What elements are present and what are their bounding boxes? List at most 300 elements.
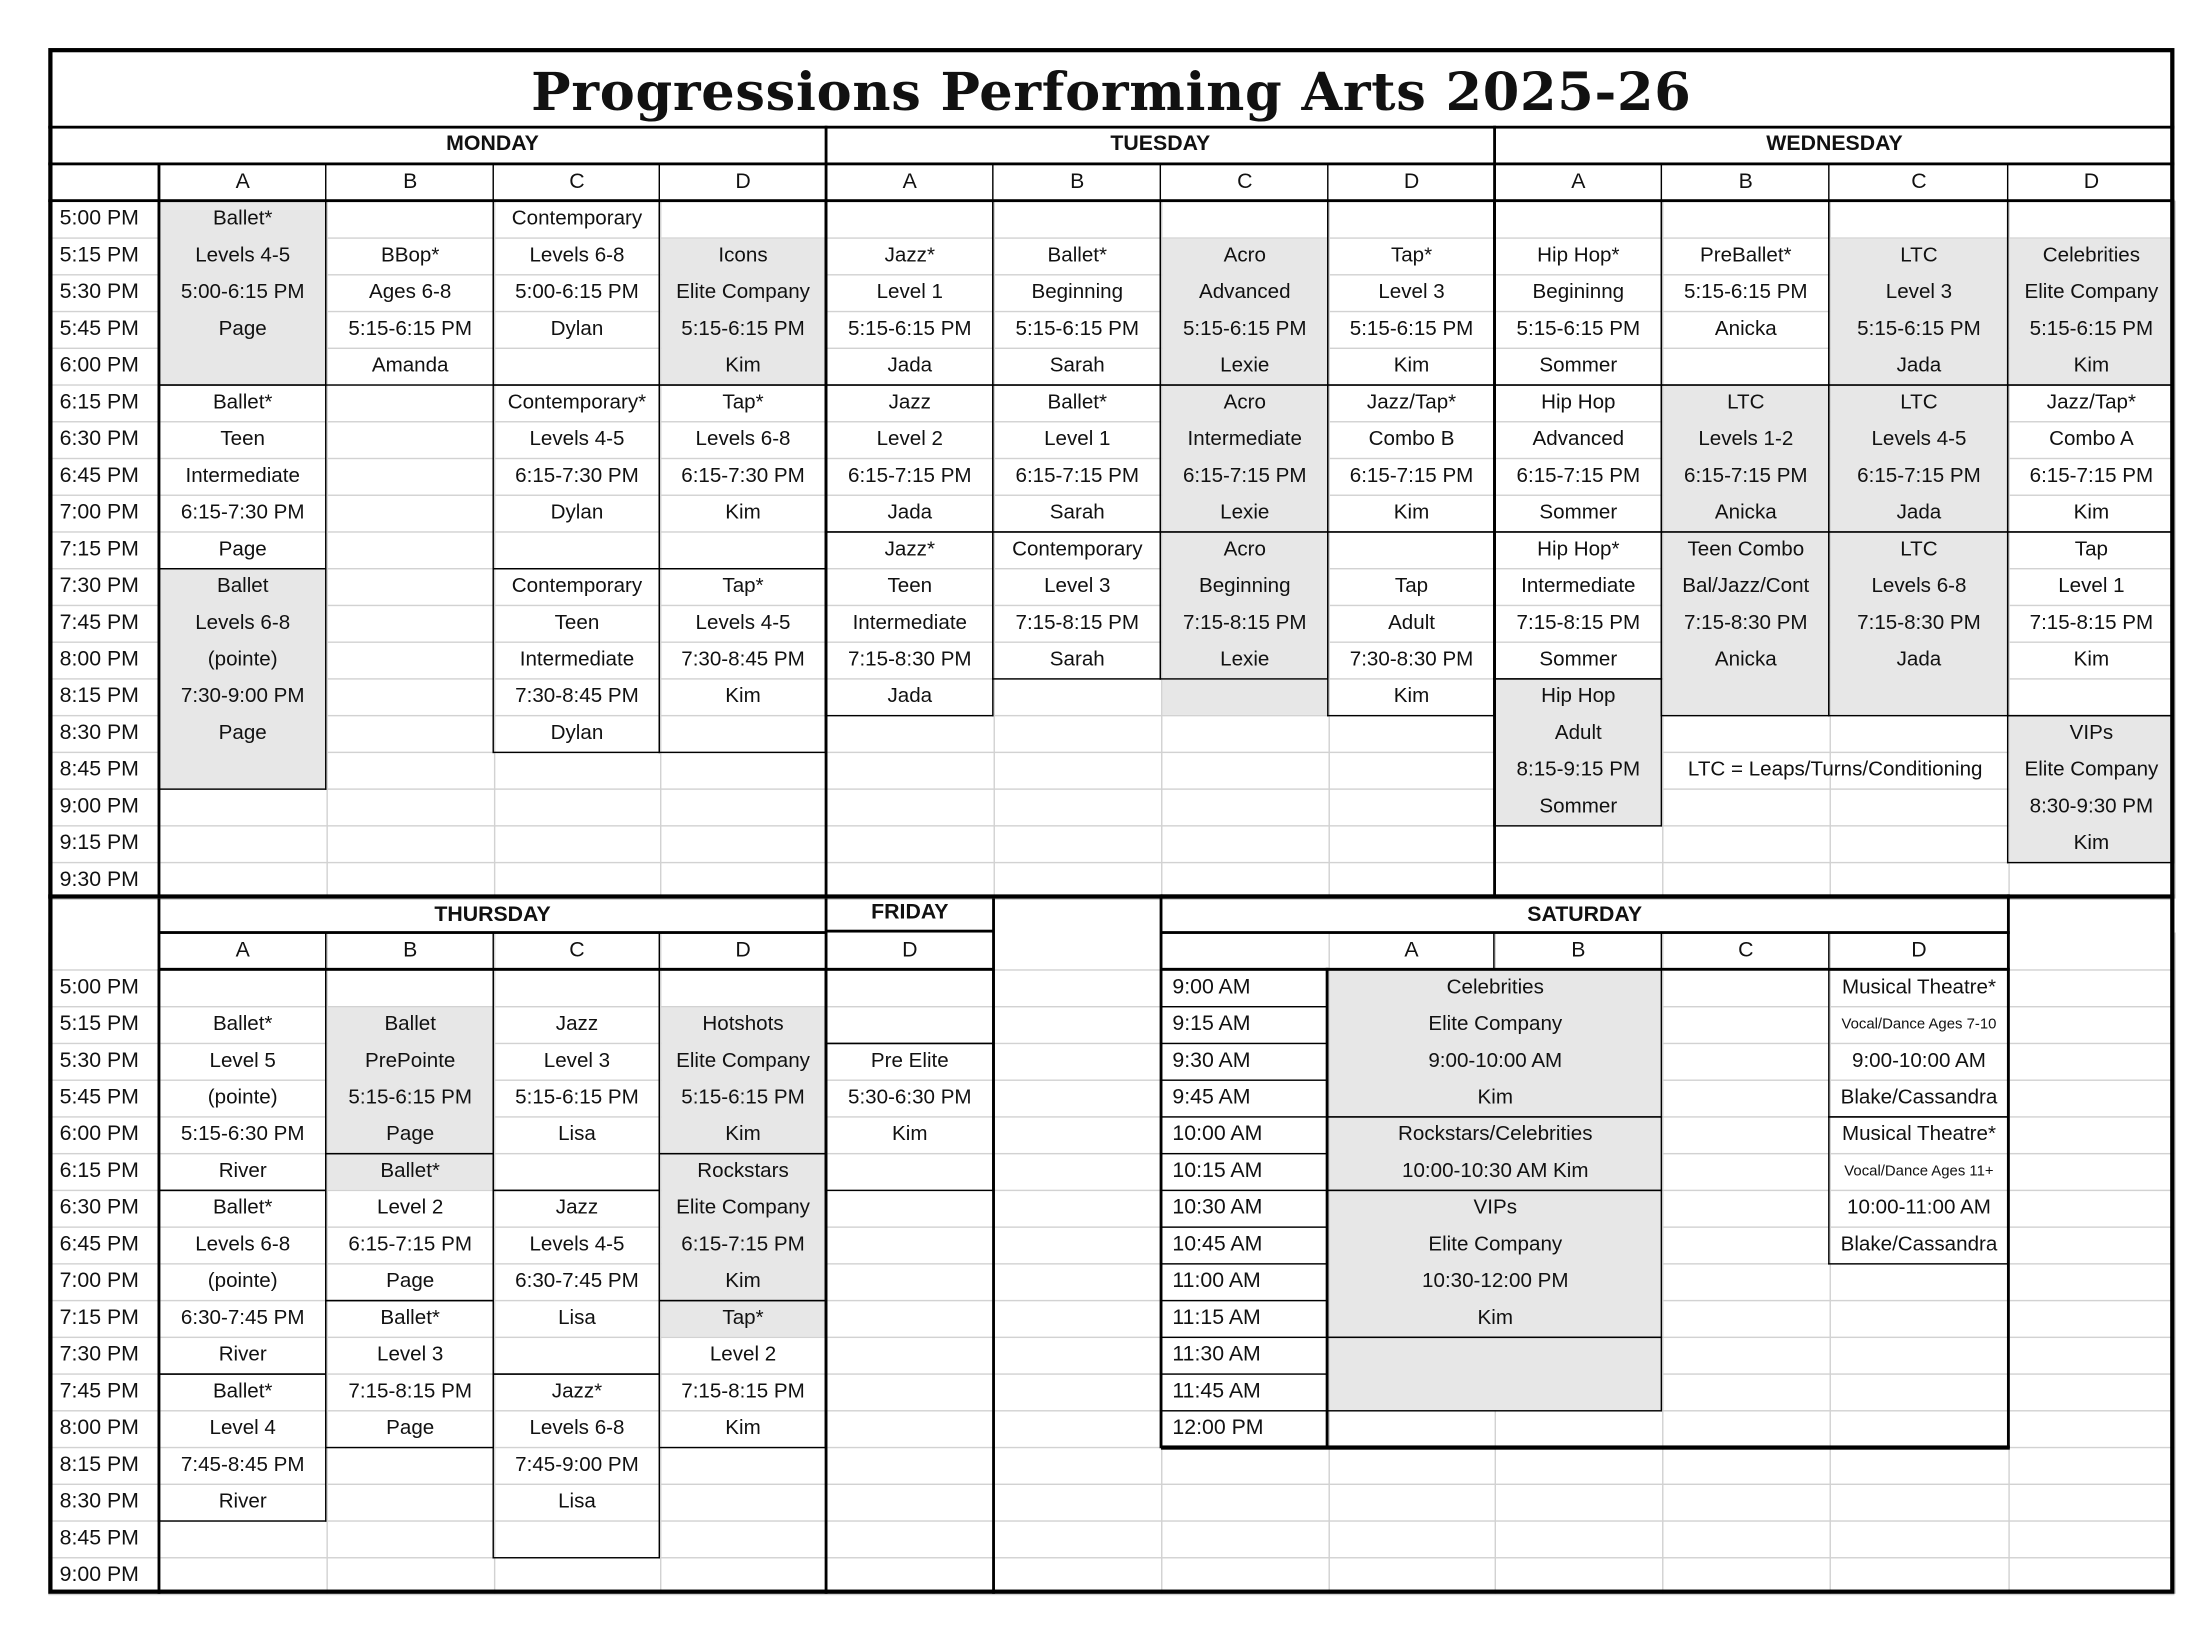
class-cell: Teen [887, 575, 933, 598]
class-cell: Dylan [550, 501, 604, 525]
time-label: 5:30 PM [59, 279, 139, 304]
class-cell: Levels 6-8 [529, 244, 625, 268]
class-cell: Jada [887, 685, 933, 708]
time-label: 8:30 PM [59, 720, 139, 745]
room-header: B [1070, 169, 1085, 194]
class-cell: 7:15-8:15 PM [2029, 611, 2154, 635]
class-cell: Kim [1393, 685, 1430, 708]
class-cell: Jada [1896, 648, 1942, 672]
class-cell: Anicka [1714, 501, 1777, 525]
class-cell: Celebrities [1446, 976, 1544, 999]
class-cell: Level 3 [1885, 281, 1953, 304]
class-cell: Levels 4-5 [529, 428, 625, 451]
time-label: 6:30 PM [59, 1195, 139, 1220]
room-header: A [235, 938, 250, 963]
room-header: B [1571, 938, 1586, 963]
class-cell: Lexie [1220, 648, 1270, 672]
class-cell: Jazz* [884, 538, 935, 561]
class-cell: Level 3 [543, 1049, 611, 1073]
class-cell: Elite Company [676, 1049, 810, 1073]
class-cell: 5:15-6:15 PM [681, 1086, 805, 1110]
class-cell: Blake/Cassandra [1840, 1086, 1998, 1110]
time-label: 5:30 PM [59, 1048, 139, 1073]
class-cell: Tap* [722, 391, 764, 414]
class-cell: Tap* [1390, 244, 1433, 268]
class-cell: Elite Company [1428, 1013, 1563, 1036]
class-cell: Bal/Jazz/Cont [1682, 575, 1810, 598]
class-cell: Level 5 [209, 1049, 276, 1073]
class-cell: Dylan [550, 317, 604, 341]
class-cell: 6:15-7:15 PM [1015, 464, 1140, 488]
class-cell: 5:15-6:15 PM [681, 317, 805, 341]
class-cell: Page [386, 1123, 435, 1146]
class-cell: VIPs [2069, 722, 2114, 745]
day-header-monday: MONDAY [446, 131, 539, 156]
class-cell: (pointe) [207, 1270, 278, 1293]
class-cell: Rockstars [697, 1160, 789, 1183]
class-cell: Acro [1223, 244, 1266, 268]
class-cell: LTC [1900, 391, 1938, 414]
class-cell: Celebrities [2042, 244, 2141, 268]
ltc-note: LTC = Leaps/Turns/Conditioning [1687, 758, 1983, 782]
class-cell: Sommer [1539, 795, 1618, 819]
time-label: 7:00 PM [59, 500, 139, 525]
class-cell: 6:15-7:15 PM [681, 1233, 805, 1257]
class-cell: 6:15-7:15 PM [2029, 464, 2154, 488]
class-cell: Vocal/Dance Ages 11+ [1844, 1162, 1994, 1180]
class-cell: Ballet* [212, 1196, 273, 1220]
class-cell: 9:00-10:00 AM [1428, 1049, 1563, 1073]
class-cell: Kim [725, 685, 761, 708]
room-header: D [735, 169, 751, 194]
class-cell: Lisa [558, 1490, 596, 1514]
time-label: 6:15 PM [59, 389, 139, 414]
time-label: 8:00 PM [59, 1415, 139, 1440]
time-label: 11:15 AM [1172, 1305, 1261, 1330]
class-cell: Elite Company [2024, 758, 2159, 782]
class-cell: 7:15-8:30 PM [848, 648, 972, 672]
class-cell: PreBallet* [1700, 244, 1792, 268]
class-cell: 7:30-8:45 PM [515, 685, 639, 708]
room-header: C [1237, 169, 1253, 194]
time-label: 5:15 PM [59, 243, 139, 268]
class-cell: 6:30-7:45 PM [180, 1306, 305, 1330]
class-cell: Intermediate [519, 648, 635, 672]
time-label: 6:45 PM [59, 1232, 139, 1257]
class-cell: Sarah [1049, 648, 1105, 672]
class-cell: 6:15-7:15 PM [1857, 464, 1981, 488]
class-cell: Levels 1-2 [1698, 428, 1794, 451]
class-cell: Level 2 [709, 1343, 777, 1367]
class-cell: Amanda [371, 354, 449, 378]
class-cell: Ballet [384, 1013, 436, 1036]
class-cell: Intermediate [185, 464, 300, 488]
class-cell: Acro [1223, 538, 1266, 561]
time-label: 8:15 PM [59, 683, 139, 708]
class-cell: Page [386, 1417, 435, 1440]
class-cell: 7:45-9:00 PM [515, 1453, 639, 1477]
class-cell: 5:15-6:15 PM [348, 317, 472, 341]
class-cell: Lexie [1220, 501, 1270, 525]
class-cell: Tap* [722, 575, 764, 598]
class-cell: 7:15-8:15 PM [348, 1380, 472, 1404]
class-cell: Level 2 [376, 1196, 444, 1220]
class-cell: 10:00-10:30 AM Kim [1402, 1160, 1589, 1183]
class-cell: River [218, 1160, 267, 1183]
class-cell: 5:15-6:30 PM [180, 1123, 305, 1146]
class-cell: Jada [887, 501, 933, 525]
day-header-saturday: SATURDAY [1527, 902, 1643, 927]
room-header: C [569, 938, 585, 963]
time-label: 9:00 PM [59, 794, 139, 819]
class-cell: Icons [718, 244, 768, 268]
class-cell: Begininng [1532, 281, 1625, 304]
day-header-tuesday: TUESDAY [1110, 131, 1211, 156]
class-cell: Level 1 [1044, 428, 1111, 451]
room-header: D [2083, 169, 2100, 194]
class-cell: Jazz* [884, 244, 935, 268]
class-cell: Levels 4-5 [195, 244, 291, 268]
class-cell: LTC [1900, 538, 1938, 561]
class-cell: Ballet* [380, 1306, 440, 1330]
page-title: Progressions Performing Arts 2025-26 [531, 60, 1692, 123]
class-cell: 5:15-6:15 PM [2029, 317, 2154, 341]
class-cell: 8:15-9:15 PM [1516, 758, 1641, 782]
class-cell: Sommer [1539, 354, 1618, 378]
time-label: 10:45 AM [1172, 1232, 1263, 1257]
time-label: 6:45 PM [59, 463, 139, 488]
class-cell: 7:15-8:30 PM [1684, 611, 1808, 635]
class-cell: Level 3 [1378, 281, 1445, 304]
time-label: 7:30 PM [59, 1342, 139, 1367]
room-header: D [735, 938, 751, 963]
class-cell: (pointe) [207, 648, 278, 672]
room-header: A [235, 169, 250, 194]
class-cell: PrePointe [364, 1049, 456, 1073]
class-cell: 5:00-6:15 PM [180, 281, 305, 304]
time-label: 5:00 PM [59, 974, 139, 999]
room-header: A [1404, 938, 1419, 963]
class-cell: Elite Company [1428, 1233, 1563, 1257]
class-cell: LTC [1727, 391, 1765, 414]
class-cell: Anicka [1714, 648, 1777, 672]
class-cell: Kim [1393, 501, 1430, 525]
class-cell: Hip Hop* [1537, 244, 1620, 268]
class-cell: Levels 6-8 [529, 1417, 625, 1440]
class-cell: 5:15-6:15 PM [1015, 317, 1140, 341]
class-cell: Lisa [558, 1123, 596, 1146]
class-cell: Levels 6-8 [195, 611, 291, 635]
time-label: 12:00 PM [1172, 1415, 1264, 1440]
class-cell: Vocal/Dance Ages 7-10 [1841, 1015, 1997, 1033]
class-cell: Combo B [1368, 428, 1455, 451]
class-cell: Level 1 [876, 281, 943, 304]
class-cell: 5:15-6:15 PM [1516, 317, 1641, 341]
class-cell: Kim [725, 1123, 761, 1146]
time-label: 6:00 PM [59, 353, 139, 378]
class-cell: Contemporary [511, 207, 643, 231]
class-cell: Level 2 [876, 428, 943, 451]
class-cell: Contemporary [511, 575, 643, 598]
class-cell: Sommer [1539, 648, 1618, 672]
class-cell: Kim [2073, 354, 2110, 378]
class-cell: Ballet* [212, 207, 273, 231]
class-cell: Adult [1554, 722, 1602, 745]
room-header: A [1571, 169, 1586, 194]
time-label: 7:15 PM [59, 1305, 139, 1330]
grid-line [2174, 933, 2175, 1594]
room-header: D [1403, 169, 1420, 194]
class-cell: Ballet* [212, 1013, 273, 1036]
time-label: 7:15 PM [59, 536, 139, 561]
time-label: 9:15 PM [59, 830, 139, 855]
class-cell: Kim [2073, 648, 2110, 672]
class-cell: Ballet [216, 575, 269, 598]
class-cell: 5:15-6:15 PM [1857, 317, 1981, 341]
class-cell: Kim [725, 1417, 761, 1440]
time-label: 9:00 PM [59, 1562, 139, 1587]
class-cell: River [218, 1343, 267, 1367]
class-cell: Elite Company [676, 281, 810, 304]
day-header-friday: FRIDAY [871, 900, 949, 925]
time-label: 9:30 AM [1172, 1048, 1251, 1073]
class-cell: Kim [1477, 1306, 1514, 1330]
time-label: 8:15 PM [59, 1452, 139, 1477]
class-cell: Tap [2074, 538, 2109, 561]
room-header: C [569, 169, 585, 194]
class-cell: Acro [1223, 391, 1266, 414]
day-header-wednesday: WEDNESDAY [1766, 131, 1903, 156]
room-header: C [1738, 938, 1754, 963]
class-cell: Blake/Cassandra [1840, 1233, 1998, 1257]
time-label: 9:00 AM [1172, 974, 1251, 999]
class-cell: Beginning [1198, 575, 1291, 598]
class-cell: Hip Hop [1541, 391, 1616, 414]
class-cell: Level 4 [209, 1417, 276, 1440]
class-cell: Levels 4-5 [529, 1233, 625, 1257]
class-cell: 7:30-8:30 PM [1349, 648, 1474, 672]
class-cell: 5:00-6:15 PM [515, 281, 639, 304]
class-cell: Ballet* [1047, 244, 1108, 268]
class-cell: Jazz [555, 1196, 599, 1220]
class-cell: 7:15-8:15 PM [1182, 611, 1307, 635]
class-cell: Levels 4-5 [695, 611, 791, 635]
class-cell: River [218, 1490, 267, 1514]
class-cell: 7:15-8:15 PM [1015, 611, 1140, 635]
class-cell: Jazz/Tap* [2046, 391, 2137, 414]
time-label: 6:30 PM [59, 426, 139, 451]
room-header: D [1911, 938, 1927, 963]
class-cell: 7:15-8:15 PM [1516, 611, 1641, 635]
class-cell: Teen Combo [1687, 538, 1805, 561]
class-cell: Advanced [1198, 281, 1291, 304]
class-cell: Levels 4-5 [1871, 428, 1967, 451]
class-cell: Musical Theatre* [1841, 976, 1996, 999]
class-cell: Kim [725, 1270, 761, 1293]
class-cell: Tap* [722, 1306, 764, 1330]
class-cell: 6:15-7:15 PM [1684, 464, 1808, 488]
room-header: A [902, 169, 917, 194]
class-cell: 5:15-6:15 PM [515, 1086, 639, 1110]
class-cell: 5:15-6:15 PM [1182, 317, 1307, 341]
grid-line [2174, 201, 2175, 899]
class-cell: 6:15-7:15 PM [1516, 464, 1641, 488]
class-cell: (pointe) [207, 1086, 278, 1110]
schedule-frame [48, 48, 2174, 1594]
class-cell: Intermediate [852, 611, 967, 635]
class-cell: 7:30-9:00 PM [180, 685, 305, 708]
class-cell: Level 3 [376, 1343, 444, 1367]
time-label: 7:45 PM [59, 610, 139, 635]
class-cell: 6:15-7:15 PM [1349, 464, 1474, 488]
class-cell: Kim [2073, 832, 2110, 855]
class-cell: Elite Company [676, 1196, 810, 1220]
room-header: C [1911, 169, 1927, 194]
time-label: 10:15 AM [1172, 1158, 1263, 1183]
class-cell: Beginning [1031, 281, 1124, 304]
class-cell: Jazz* [551, 1380, 603, 1404]
class-cell: 6:15-7:15 PM [848, 464, 972, 488]
class-cell: Teen [220, 428, 266, 451]
time-label: 5:45 PM [59, 316, 139, 341]
class-cell: VIPs [1473, 1196, 1518, 1220]
time-label: 9:15 AM [1172, 1011, 1251, 1036]
class-cell: Kim [725, 501, 761, 525]
room-header: D [902, 938, 918, 963]
class-cell: 9:00-10:00 AM [1852, 1049, 1986, 1073]
class-cell: LTC [1900, 244, 1938, 268]
class-cell: 7:15-8:15 PM [681, 1380, 805, 1404]
class-cell: BBop* [381, 244, 440, 268]
class-cell: 5:30-6:30 PM [848, 1086, 972, 1110]
room-header: B [403, 938, 418, 963]
time-label: 9:30 PM [59, 867, 139, 892]
class-cell: Pre Elite [870, 1049, 949, 1073]
class-cell: Page [218, 538, 267, 561]
class-cell: Ballet* [212, 1380, 273, 1404]
class-cell: Jada [1896, 501, 1942, 525]
time-label: 7:30 PM [59, 573, 139, 598]
time-label: 5:45 PM [59, 1085, 139, 1110]
class-cell: Kim [1393, 354, 1430, 378]
class-cell: 6:15-7:30 PM [515, 464, 639, 488]
class-cell: 7:30-8:45 PM [681, 648, 805, 672]
class-cell: Adult [1388, 611, 1436, 635]
class-cell: 6:15-7:15 PM [348, 1233, 472, 1257]
class-cell: Teen [554, 611, 600, 635]
class-cell: 8:30-9:30 PM [2029, 795, 2154, 819]
time-label: 8:45 PM [59, 1525, 139, 1550]
class-cell: Musical Theatre* [1841, 1123, 1996, 1146]
time-label: 11:00 AM [1172, 1268, 1261, 1293]
time-label: 7:00 PM [59, 1268, 139, 1293]
class-cell: 5:15-6:15 PM [848, 317, 972, 341]
time-label: 6:00 PM [59, 1121, 139, 1146]
time-label: 10:00 AM [1172, 1121, 1263, 1146]
class-cell: 10:00-11:00 AM [1847, 1196, 1991, 1220]
class-cell: Anicka [1714, 317, 1777, 341]
class-cell: Hip Hop [1541, 685, 1616, 708]
class-cell: Rockstars/Celebrities [1398, 1123, 1593, 1146]
class-cell: 7:15-8:30 PM [1857, 611, 1981, 635]
class-cell: Contemporary* [507, 391, 647, 414]
time-label: 8:30 PM [59, 1489, 139, 1514]
class-cell: Page [218, 317, 267, 341]
class-cell: Tap [1394, 575, 1429, 598]
class-cell: Lisa [558, 1306, 596, 1330]
class-cell: Page [386, 1270, 435, 1293]
class-cell: Contemporary [1012, 538, 1143, 561]
time-label: 6:15 PM [59, 1158, 139, 1183]
class-cell: Levels 6-8 [1871, 575, 1967, 598]
time-label: 7:45 PM [59, 1379, 139, 1404]
class-cell: Levels 6-8 [695, 428, 791, 451]
time-label: 5:15 PM [59, 1011, 139, 1036]
grid-line [48, 1594, 2174, 1595]
class-cell: Advanced [1532, 428, 1625, 451]
class-cell: Kim [725, 354, 761, 378]
class-cell: Page [218, 722, 267, 745]
class-cell: 6:15-7:30 PM [681, 464, 805, 488]
class-cell: Level 1 [2058, 575, 2125, 598]
room-header: B [1738, 169, 1753, 194]
class-cell: Intermediate [1521, 575, 1636, 598]
class-cell: 5:15-6:15 PM [1684, 281, 1808, 304]
class-cell: Kim [1477, 1086, 1514, 1110]
time-label: 8:45 PM [59, 757, 139, 782]
class-cell: Intermediate [1187, 428, 1302, 451]
class-cell: Kim [892, 1123, 928, 1146]
class-cell: 6:30-7:45 PM [515, 1270, 639, 1293]
time-label: 11:45 AM [1172, 1379, 1261, 1404]
class-cell: Ballet* [212, 391, 273, 414]
class-cell: Jazz/Tap* [1366, 391, 1457, 414]
time-label: 9:45 AM [1172, 1085, 1251, 1110]
time-label: 5:00 PM [59, 206, 139, 231]
time-label: 10:30 AM [1172, 1195, 1263, 1220]
class-cell: Sommer [1539, 501, 1618, 525]
class-cell: Jada [887, 354, 933, 378]
room-header: B [403, 169, 418, 194]
class-cell: Sarah [1049, 501, 1105, 525]
class-cell: Sarah [1049, 354, 1105, 378]
class-cell: Lexie [1220, 354, 1270, 378]
class-cell: Dylan [550, 722, 604, 745]
class-cell: 6:15-7:15 PM [1182, 464, 1307, 488]
class-cell: Hip Hop* [1537, 538, 1620, 561]
class-cell: Elite Company [2024, 281, 2159, 304]
class-cell: Kim [2073, 501, 2110, 525]
class-cell: Hotshots [702, 1013, 784, 1036]
class-cell: Ages 6-8 [368, 281, 452, 304]
class-cell: 6:15-7:30 PM [180, 501, 305, 525]
class-cell: Combo A [2049, 428, 2134, 451]
time-label: 8:00 PM [59, 647, 139, 672]
class-cell: 5:15-6:15 PM [348, 1086, 472, 1110]
class-cell: Levels 6-8 [195, 1233, 291, 1257]
class-cell: Jada [1896, 354, 1942, 378]
class-cell: Ballet* [1047, 391, 1108, 414]
class-cell: 7:45-8:45 PM [180, 1453, 305, 1477]
class-cell: Jazz [555, 1013, 599, 1036]
time-label: 11:30 AM [1172, 1342, 1261, 1367]
class-cell: 10:30-12:00 PM [1422, 1270, 1569, 1293]
class-cell: Ballet* [380, 1160, 440, 1183]
class-cell: Jazz [888, 391, 931, 414]
class-cell: 5:15-6:15 PM [1349, 317, 1474, 341]
class-cell: Level 3 [1044, 575, 1111, 598]
day-header-thursday: THURSDAY [434, 902, 551, 927]
